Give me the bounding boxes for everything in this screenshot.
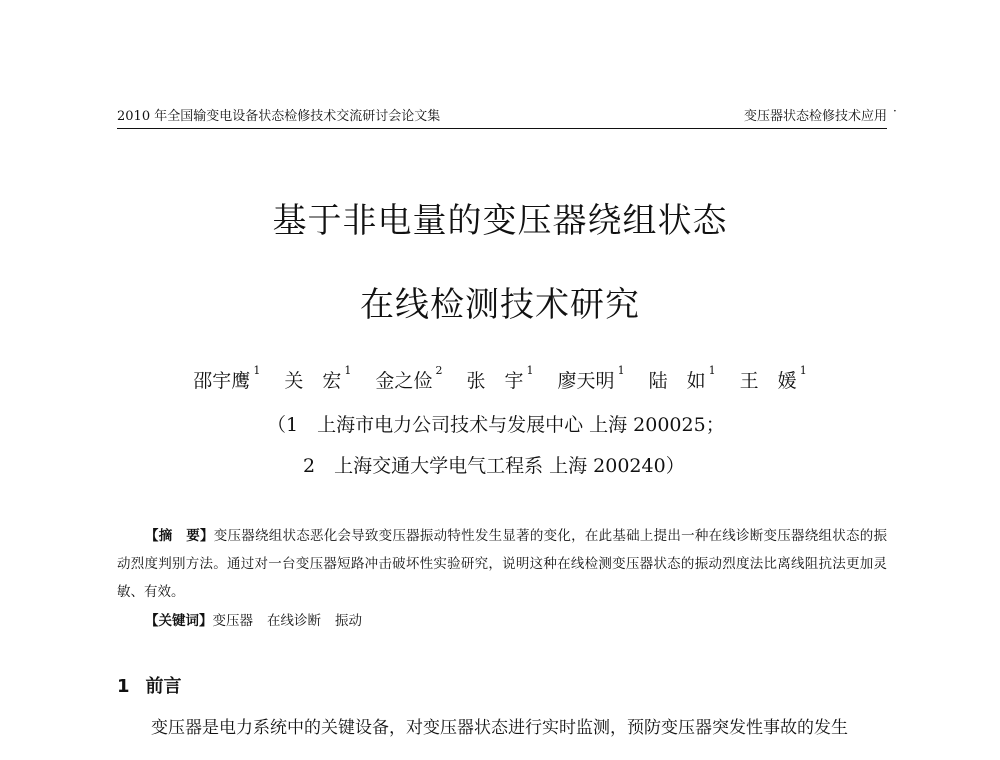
abstract-label: 【摘 要】 [145, 528, 214, 544]
author-list [0, 366, 1000, 393]
keywords [145, 609, 376, 629]
section-number: 1 [117, 676, 130, 697]
author: 廖天明 $^1$ [557, 364, 625, 392]
author: 邵宇鹰 $^1$ [193, 364, 261, 392]
keyword: 变压器 [212, 613, 253, 629]
running-header [117, 104, 887, 129]
header-section-title: 变压器状态检修技术应用 [743, 109, 887, 124]
section-title: 前言 [145, 676, 182, 697]
abstract-text: 变压器绕组状态恶化会导致变压器振动特性发生显著的变化，在此基础上提出一种在线诊断变压器绕组状态的振动烈度判别方法。通过对一台变压器短路冲击破坏性实验研究，说明这种在线检测变压器状态的振动烈度法比离线阻抗法更加灵敏、有效。 [117, 528, 888, 600]
author: 关 宏 $^1$ [284, 364, 352, 392]
header-mark: · [893, 104, 897, 118]
affiliation-1: （1 上海市电力公司技术与发展中心 上海 200025； [267, 414, 725, 436]
paper-title-line2: 在线检测技术研究 [360, 285, 640, 325]
affiliation-2: 2 上海交通大学电气工程系 上海 200240） [303, 455, 685, 477]
paper-title-line1: 基于非电量的变压器绕组状态 [272, 201, 728, 241]
keyword: 在线诊断 [267, 613, 321, 629]
author: 金之俭 $^2$ [375, 364, 443, 392]
author: 王 媛 $^1$ [739, 364, 807, 392]
keywords-label: 【关键词】 [145, 613, 213, 629]
author: 陆 如 $^1$ [648, 364, 716, 392]
keyword: 振动 [335, 613, 362, 629]
abstract [117, 522, 887, 606]
author: 张 宇 $^1$ [466, 364, 534, 392]
body-paragraph: 变压器是电力系统中的关键设备，对变压器状态进行实时监测，预防变压器突发性事故的发生 [151, 718, 848, 738]
header-proceedings-title: 2010 年全国输变电设备状态检修技术交流研讨会论文集 [117, 109, 441, 124]
section-heading [117, 672, 182, 698]
